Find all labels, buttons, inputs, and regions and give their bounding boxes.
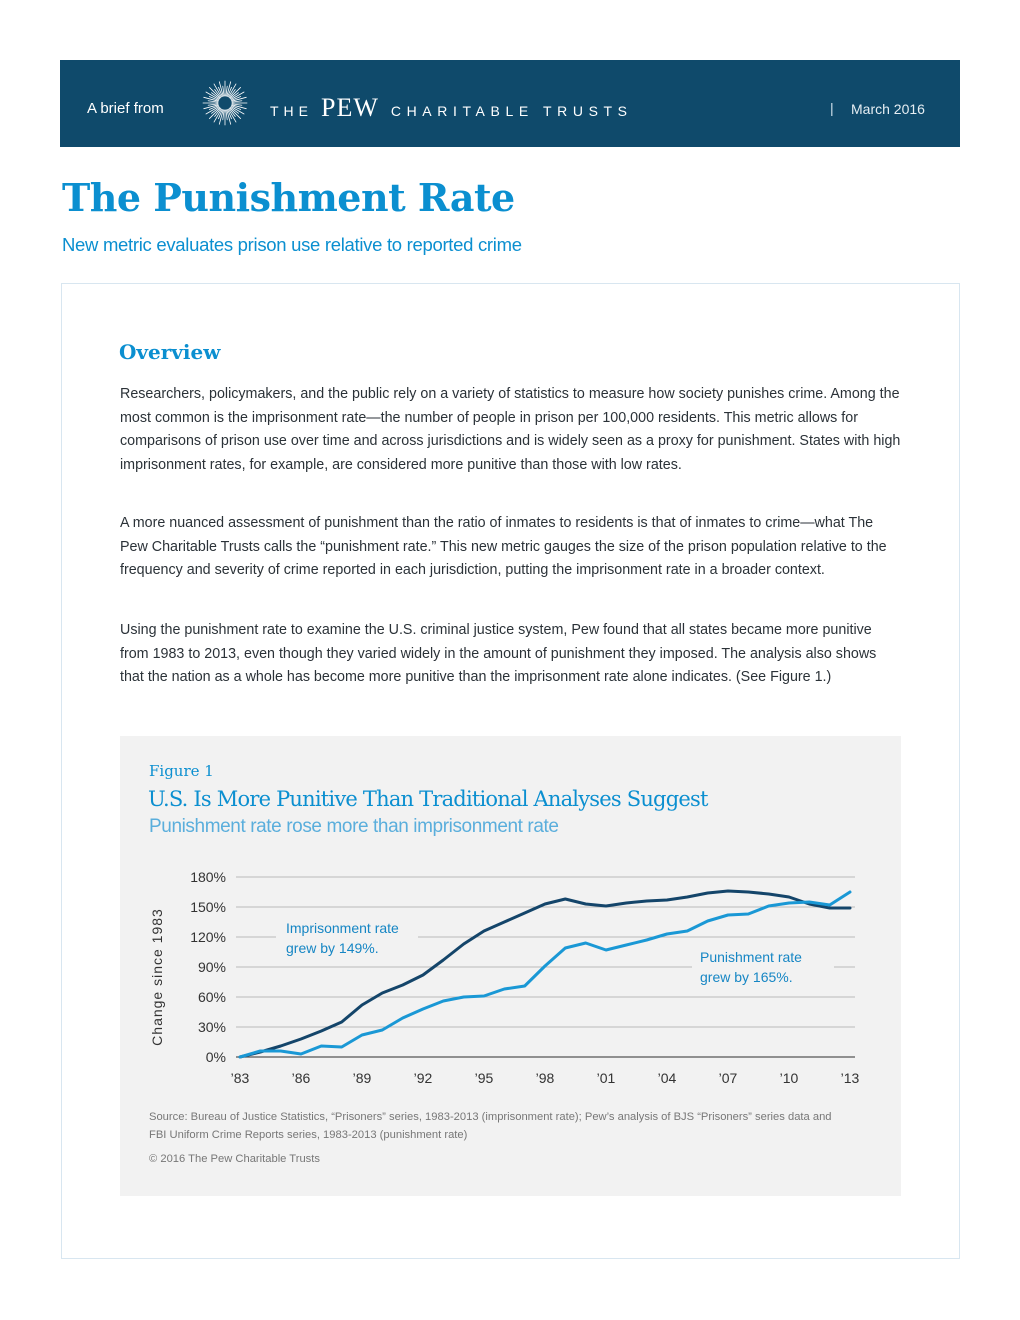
publication-date: March 2016 (851, 101, 925, 117)
y-tick-label: 90% (197, 959, 226, 975)
x-tick-label: ’95 (474, 1070, 494, 1086)
header-separator: | (830, 100, 834, 116)
y-tick-label: 30% (197, 1019, 226, 1035)
figure-subtitle: Punishment rate rose more than imprisonment rate (149, 816, 559, 837)
org-pew-text: PEW (321, 93, 379, 122)
org-charitable-trusts-text: CHARITABLE TRUSTS (390, 103, 633, 119)
x-tick-label: ’04 (657, 1070, 677, 1086)
document-subtitle: New metric evaluates prison use relative to reported crime (62, 234, 522, 255)
sunburst-ray (209, 87, 220, 98)
sunburst-ray (209, 108, 220, 119)
figure-label: Figure 1 (149, 762, 214, 780)
punishment-annotation-line: Punishment rate (700, 949, 802, 965)
x-tick-label: ’86 (291, 1070, 311, 1086)
y-tick-label: 60% (197, 989, 226, 1005)
overview-heading: Overview (119, 340, 221, 364)
x-tick-label: ’13 (840, 1070, 860, 1086)
x-tick-label: ’89 (352, 1070, 372, 1086)
figure-copyright: © 2016 The Pew Charitable Trusts (149, 1153, 320, 1165)
x-tick-label: ’98 (535, 1070, 555, 1086)
y-tick-label: 180% (190, 869, 226, 885)
figure-title: U.S. Is More Punitive Than Traditional Analyses Suggest (148, 787, 708, 811)
sunburst-ray (230, 87, 241, 98)
y-axis-title: Change since 1983 (149, 908, 165, 1046)
overview-paragraph: A more nuanced assessment of punishment than the ratio of inmates to residents is that of inmates to crime—what The Pew Charitable Trusts calls the “punishment rate.” This new metric gauges the size of the prison population relative to the frequency and severity of crime reported in each jurisdiction, putting the imprisonment rate in a broader context. (120, 515, 887, 578)
brief-from-label: A brief from (87, 100, 164, 117)
document-title: The Punishment Rate (62, 175, 515, 220)
x-tick-label: ’01 (596, 1070, 616, 1086)
y-tick-label: 150% (190, 899, 226, 915)
overview-paragraph: Researchers, policymakers, and the public rely on a variety of statistics to measure how society punishes crime. Among the most common is the imprisonment rate—the number of people in prison per 100,000 residents. This metric allows for comparisons of prison use over time and across jurisdictions and is widely seen as a proxy for punishment. States with high imprisonment rates, for example, are considered more punitive than those with low rates. (120, 386, 901, 473)
x-tick-label: ’83 (230, 1070, 250, 1086)
org-the-text: THE (270, 103, 313, 119)
x-tick-label: ’92 (413, 1070, 433, 1086)
figure-source: Source: Bureau of Justice Statistics, “Prisoners” series, 1983-2013 (imprisonment rate); Pew’s analysis of BJS “Prisoners” series data and FBI Uniform Crime Reports series, 1983-2013 (punishment rate) (149, 1111, 832, 1141)
line-chart (140, 860, 880, 1095)
pew-sunburst-logo-icon (200, 78, 250, 128)
imprisonment-annotation-line: grew by 149%. (286, 940, 379, 956)
org-wordmark (270, 93, 633, 123)
y-tick-label: 120% (190, 929, 226, 945)
imprisonment-annotation-line: Imprisonment rate (286, 920, 399, 936)
punishment-annotation-line: grew by 165%. (700, 969, 793, 985)
header-banner (60, 60, 960, 147)
y-tick-label: 0% (205, 1049, 226, 1065)
overview-paragraph: Using the punishment rate to examine the U.S. criminal justice system, Pew found that all states became more punitive from 1983 to 2013, even though they varied widely in the amount of punishment they imposed. The analysis also shows that the nation as a whole has become more punitive than the imprisonment rate alone indicates. (See Figure 1.) (120, 622, 877, 685)
x-tick-label: ’10 (779, 1070, 799, 1086)
x-tick-label: ’07 (718, 1070, 738, 1086)
sunburst-ray (230, 108, 241, 119)
